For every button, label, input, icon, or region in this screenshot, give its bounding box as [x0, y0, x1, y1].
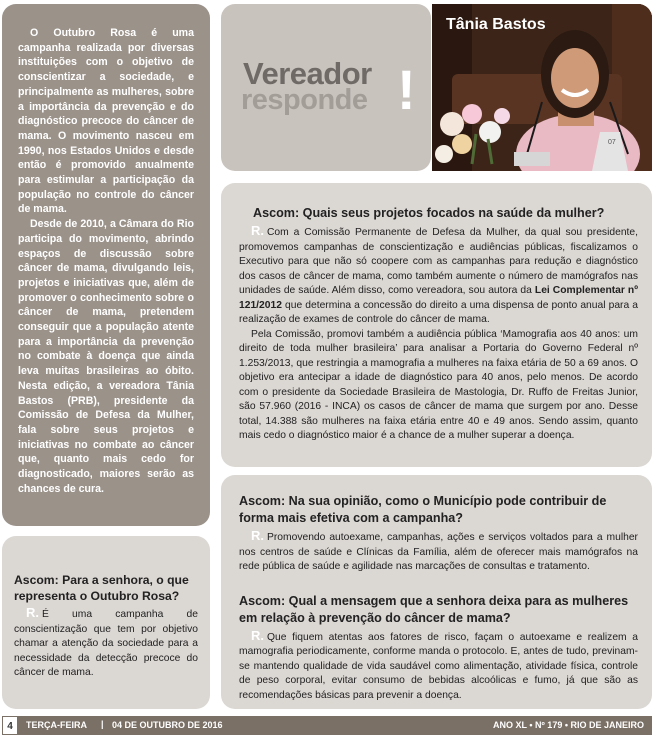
question-health-projects: Ascom: Quais seus projetos focados na saúde da mulher?: [253, 206, 605, 220]
footer-date: 04 DE OUTUBRO DE 2016: [112, 720, 223, 730]
question-message: Ascom: Qual a mensagem que a senhora deixa para as mulheres em relação à prevenção do câncer de mama?: [239, 593, 629, 625]
answer-municipality: R. Promovendo autoexame, campanhas, ações e serviços voltados para a mulher nos centros de saúde e Clínicas da Família, além de oferecer mais mamógrafos na rede pública de saúde e agilidade nas marcações de consultas e tratamento.: [239, 528, 638, 572]
answer-marker: R.: [251, 627, 264, 643]
logo-exclamation: !: [397, 58, 416, 121]
answer-marker: R.: [26, 605, 39, 620]
logo-word-responde: responde: [241, 84, 368, 116]
mic-number: 07: [608, 139, 616, 146]
vereador-responde-logo: [221, 4, 431, 171]
qa-outubro-rosa: [2, 536, 210, 709]
page-footer: [2, 716, 652, 735]
footer-edition: ANO XL • Nº 179 • RIO DE JANEIRO: [493, 720, 644, 730]
answer-marker: R.: [251, 528, 264, 543]
logo-word-vereador: Vereador: [243, 56, 372, 91]
answer-health-projects-2: Pela Comissão, promovi também a audiência pública ‘Mamografia aos 40 anos: um direito de toda mulher brasileira’ para analisar a Portaria do Governo Federal nº 1.253/2013, que restringia a mamografia a mulheres na faixa etária de 50 a 69 anos. O objetivo era antecipar a idade de diagnóstico para 40 anos, pelo menos. De acordo com o presidente da Sociedade Brasileira de Mastologia, Dr. Ruffo de Freitas Junior, são 57.960 (2016 - INCA) os casos de câncer de mama que surgem por ano. Desse total, 14.388 são mulheres na faixa etária entre 40 e 49 anos. Sendo assim, quanto mais cedo o diagnóstico maior é a chance de a mulher superar a doença.: [239, 328, 638, 441]
footer-weekday: TERÇA-FEIRA: [26, 720, 87, 730]
qa-health-projects: [221, 183, 652, 467]
photo-caption-name: Tânia Bastos: [446, 16, 546, 33]
question-municipality: Ascom: Na sua opinião, como o Município pode contribuir de forma mais efetiva com a campanha?: [239, 494, 607, 525]
qa-municipality-campaign: [221, 475, 652, 709]
question-outubro-rosa: Ascom: Para a senhora, o que representa o Outubro Rosa?: [14, 573, 189, 603]
intro-paragraph-1: O Outubro Rosa é uma campanha realizada por diversas instituições com o objetivo de conscientizar a sociedade, e principalmente as mulheres, sobre a importância da prevenção e do diagnóstico precoce do câncer de mama. O movimento nasceu em 1990, nos Estados Unidos e desde então é promovido anualmente para estimular a participação da população no controle do câncer de mama.: [18, 27, 194, 216]
intro-paragraph-2: Desde de 2010, a Câmara do Rio participa do movimento, abrindo espaços de discussão sobre câncer de mama, divulgando leis, projetos e iniciativas que, além de promover o conhecimento sobre o câncer de mama, pretendem conseguir que a população atente para a importância da prevenção no combate à doença que ainda leva muitas brasileiras ao óbito. Nesta edição, a vereadora Tânia Bastos (PRB), presidente da Comissão de Defesa da Mulher, fala sobre seus projetos e iniciativas no combate ao câncer que, quanto mais cedo for diagnosticado, maiores serão as chances de cura.: [18, 218, 194, 495]
answer-message: R. Que fiquem atentas aos fatores de risco, façam o autoexame e realizem a mamografia periodicamente, conforme manda o protocolo. E, antes de tudo, previnam-se mantendo qualidade de vida saudável como alimentação, atividade física, controle de peso corporal, evitar consumo de bebidas alcoólicas e fumo, já que são as recomendações básicas para prevenir a doença.: [239, 627, 638, 701]
answer-marker: R.: [251, 223, 264, 238]
portrait-photo: [432, 4, 652, 171]
law-reference: Lei Complementar nº 121/2012: [239, 285, 638, 311]
answer-health-projects-1: R. Com a Comissão Permanente de Defesa da Mulher, da qual sou presidente, promovemos campanhas de conscientização e audiências públicas, fiscalizamos o Executivo para que não só coopere com as campanhas para redução e diagnóstico dos casos de câncer de mama, como também aumente o número de mamógrafos nas unidades de saúde. Além disso, como vereadora, sou autora da Lei Complementar nº 121/2012 que determina a concessão do direito a uma dispensa de ponto anual para a realização de exames de controle do câncer de mama.: [239, 223, 638, 325]
footer-separator: |: [101, 719, 104, 729]
page-number: 4: [2, 716, 18, 735]
answer-outubro-rosa: R. É uma campanha de conscientização que tem por objetivo chamar a atenção da sociedade para a necessidade da detecção precoce do câncer de mama.: [14, 605, 198, 678]
intro-box: [2, 4, 210, 526]
